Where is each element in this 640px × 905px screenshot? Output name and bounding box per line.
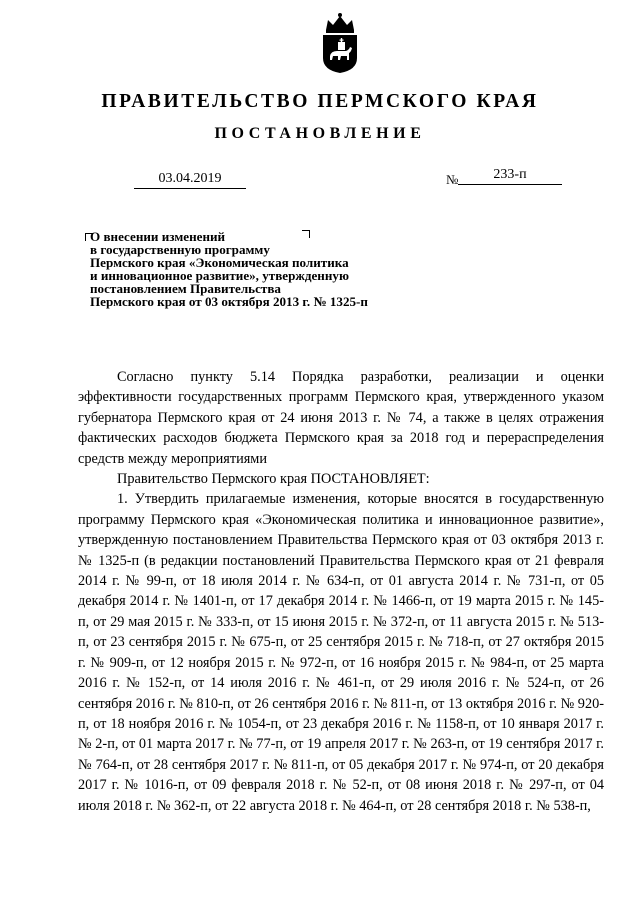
subject-line: Пермского края от 03 октября 2013 г. № 1325-п bbox=[90, 293, 368, 309]
subject-line: О внесении изменений bbox=[90, 229, 226, 244]
document-subject bbox=[90, 231, 430, 308]
subject-line: в государственную программу bbox=[90, 241, 270, 257]
government-title: ПРАВИТЕЛЬСТВО ПЕРМСКОГО КРАЯ bbox=[101, 91, 539, 112]
number-sign: № bbox=[446, 172, 459, 187]
body-paragraph-preamble: Согласно пункту 5.14 Порядка разработки, реализации и оценки эффективности государственных программ Пермского края, утвержденного указом губернатора Пермского края от 24 июня 2013 г. № 74, а также в целях отражения фактических расходов бюджета Пермского края за 2018 год и перераспределения средств между мероприятиями bbox=[78, 369, 604, 467]
document-body bbox=[78, 367, 604, 816]
subject-line: Пермского края «Экономическая политика bbox=[90, 254, 349, 270]
body-paragraph-resolves: Правительство Пермского края ПОСТАНОВЛЯЕТ: bbox=[117, 471, 430, 488]
document-number: 233-п bbox=[458, 166, 562, 185]
coat-of-arms-emblem bbox=[318, 12, 362, 74]
document-date: 03.04.2019 bbox=[134, 170, 246, 189]
subject-line: и инновационное развитие», утвержденную bbox=[90, 267, 349, 283]
document-type: ПОСТАНОВЛЕНИЕ bbox=[214, 125, 426, 142]
subject-line: постановлением Правительства bbox=[90, 280, 281, 296]
body-paragraph-item-1: 1. Утвердить прилагаемые изменения, которые вносятся в государственную программу Пермского края «Экономическая политика и инновационное развитие», утвержденную постановлением Правительства Пермского края от 03 октября 2013 г. № 1325-п (в редакции постановлений Правительства Пермского края от 21 февраля 2014 г. № 99-п, от 18 июля 2014 г. № 634-п, от 01 августа 2014 г. № 731-п, от 05 декабря 2014 г. № 1401-п, от 17 декабря 2014 г. № 1466-п, от 19 марта 2015 г. № 145-п, от 29 мая 2015 г. № 333-п, от 15 июня 2015 г. № 372-п, от 11 августа 2015 г. № 513-п, от 23 сентября 2015 г. № 675-п, от 25 сентября 2015 г. № 718-п, от 27 октября 2015 г. № 909-п, от 12 ноября 2015 г. № 972-п, от 16 ноября 2015 г. № 984-п, от 25 марта 2016 г. № 152-п, от 14 июля 2016 г. № 461-п, от 29 июля 2016 г. № 524-п, от 26 сентября 2016 г. № 810-п, от 26 сентября 2016 г. № 811-п, от 13 октября 2016 г. № 920-п, от 18 ноября 2016 г. № 1054-п, от 23 декабря 2016 г. № 1158-п, от 10 января 2017 г. № 2-п, от 01 марта 2017 г. № 77-п, от 19 апреля 2017 г. № 263-п, от 19 сентября 2017 г. № 764-п, от 28 сентября 2017 г. № 811-п, от 05 декабря 2017 г. № 974-п, от 20 декабря 2017 г. № 1016-п, от 09 февраля 2018 г. № 52-п, от 08 июня 2018 г. № 297-п, от 04 июля 2018 г. № 362-п, от 22 августа 2018 г. № 464-п, от 28 сентября 2018 г. № 538-п, bbox=[78, 491, 604, 814]
